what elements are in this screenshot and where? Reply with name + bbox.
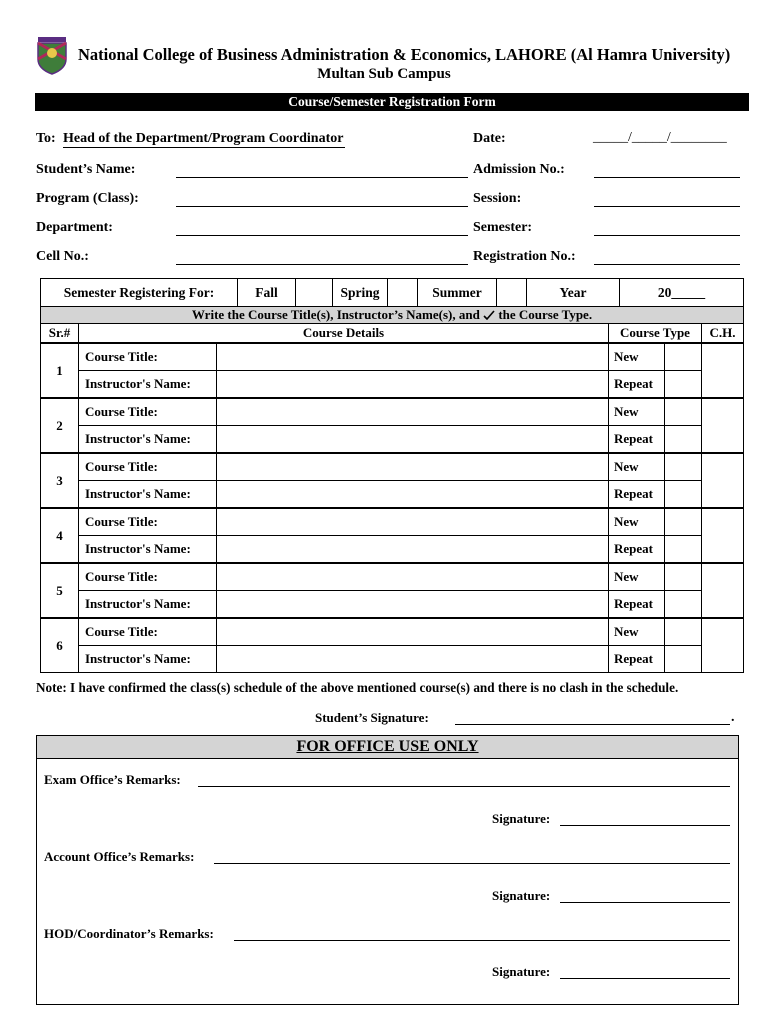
program-label: Program (Class): xyxy=(36,191,139,206)
exam-signature-label: Signature: xyxy=(492,811,551,826)
course-type-new-checkbox[interactable] xyxy=(665,343,702,371)
office-use-heading: FOR OFFICE USE ONLY xyxy=(37,736,738,759)
account-remarks-label: Account Office’s Remarks: xyxy=(44,849,195,864)
course-type-new-label: New xyxy=(609,508,665,536)
office-use-box xyxy=(36,735,739,1005)
course-type-new-checkbox[interactable] xyxy=(665,563,702,591)
fall-checkbox[interactable] xyxy=(296,279,333,307)
instructor-name-field[interactable] xyxy=(217,426,609,454)
department-field[interactable] xyxy=(176,235,468,236)
course-type-new-checkbox[interactable] xyxy=(665,453,702,481)
cell-no-label: Cell No.: xyxy=(36,249,89,264)
course-type-repeat-checkbox[interactable] xyxy=(665,481,702,509)
fall-label: Fall xyxy=(238,279,296,307)
course-title-label: Course Title: xyxy=(79,563,217,591)
summer-label: Summer xyxy=(418,279,497,307)
semester-selection-row xyxy=(40,278,744,307)
signature-period: . xyxy=(731,710,735,725)
admission-no-label: Admission No.: xyxy=(473,162,565,177)
registration-no-field[interactable] xyxy=(594,264,740,265)
hod-remarks-field[interactable] xyxy=(234,940,730,941)
summer-checkbox[interactable] xyxy=(497,279,527,307)
course-title-field[interactable] xyxy=(217,508,609,536)
course-row-instructor xyxy=(41,591,744,619)
date-label: Date: xyxy=(473,131,506,146)
course-row-instructor xyxy=(41,371,744,399)
instructor-name-label: Instructor's Name: xyxy=(79,371,217,399)
course-sr-number: 5 xyxy=(41,563,79,618)
college-name: National College of Business Administration & Economics, LAHORE (Al Hamra University) xyxy=(78,45,731,64)
program-field[interactable] xyxy=(176,206,468,207)
course-title-label: Course Title: xyxy=(79,508,217,536)
cell-no-field[interactable] xyxy=(176,264,468,265)
course-row-title xyxy=(41,398,744,426)
credit-hours-field[interactable] xyxy=(702,453,744,508)
instructor-name-field[interactable] xyxy=(217,536,609,564)
semester-registering-label: Semester Registering For: xyxy=(41,279,238,307)
instructor-name-label: Instructor's Name: xyxy=(79,646,217,673)
course-title-field[interactable] xyxy=(217,563,609,591)
course-table xyxy=(40,306,744,673)
course-row-title xyxy=(41,563,744,591)
col-header-sr: Sr.# xyxy=(41,324,79,344)
to-label: To: xyxy=(36,131,56,146)
session-label: Session: xyxy=(473,191,522,206)
course-type-new-label: New xyxy=(609,343,665,371)
course-title-field[interactable] xyxy=(217,453,609,481)
year-field[interactable]: 20_____ xyxy=(620,279,744,307)
spring-label: Spring xyxy=(333,279,388,307)
table-instruction xyxy=(41,307,744,324)
instructor-name-label: Instructor's Name: xyxy=(79,481,217,509)
course-type-repeat-label: Repeat xyxy=(609,646,665,673)
course-row-title xyxy=(41,508,744,536)
department-label: Department: xyxy=(36,220,113,235)
form-title-bar: Course/Semester Registration Form xyxy=(35,93,749,111)
instructor-name-label: Instructor's Name: xyxy=(79,591,217,619)
course-type-repeat-label: Repeat xyxy=(609,426,665,454)
course-sr-number: 3 xyxy=(41,453,79,508)
course-row-title xyxy=(41,343,744,371)
hod-remarks-label: HOD/Coordinator’s Remarks: xyxy=(44,926,214,941)
account-remarks-field[interactable] xyxy=(214,863,730,864)
course-type-new-label: New xyxy=(609,618,665,646)
exam-signature-field[interactable] xyxy=(560,825,730,826)
course-type-new-label: New xyxy=(609,398,665,426)
to-recipient: Head of the Department/Program Coordinator xyxy=(63,131,344,146)
course-row-instructor xyxy=(41,536,744,564)
course-sr-number: 6 xyxy=(41,618,79,673)
course-type-repeat-label: Repeat xyxy=(609,536,665,564)
session-field[interactable] xyxy=(594,206,740,207)
course-row-instructor xyxy=(41,481,744,509)
course-type-new-label: New xyxy=(609,563,665,591)
course-title-field[interactable] xyxy=(217,343,609,371)
instructor-name-label: Instructor's Name: xyxy=(79,536,217,564)
hod-signature-label: Signature: xyxy=(492,964,551,979)
course-title-field[interactable] xyxy=(217,618,609,646)
student-name-field[interactable] xyxy=(176,177,468,178)
spring-checkbox[interactable] xyxy=(388,279,418,307)
exam-remarks-field[interactable] xyxy=(198,786,730,787)
admission-no-field[interactable] xyxy=(594,177,740,178)
course-row-title xyxy=(41,618,744,646)
student-signature-field[interactable] xyxy=(455,724,730,725)
course-sr-number: 2 xyxy=(41,398,79,453)
course-type-repeat-checkbox[interactable] xyxy=(665,646,702,673)
exam-remarks-label: Exam Office’s Remarks: xyxy=(44,772,181,787)
course-type-repeat-checkbox[interactable] xyxy=(665,591,702,619)
instruction-text-end: the Course Type. xyxy=(498,307,593,322)
course-type-new-checkbox[interactable] xyxy=(665,508,702,536)
course-type-repeat-label: Repeat xyxy=(609,371,665,399)
instructor-name-field[interactable] xyxy=(217,646,609,673)
account-signature-field[interactable] xyxy=(560,902,730,903)
credit-hours-field[interactable] xyxy=(702,618,744,673)
col-header-course-details: Course Details xyxy=(79,324,609,344)
course-type-repeat-checkbox[interactable] xyxy=(665,426,702,454)
instructor-name-field[interactable] xyxy=(217,481,609,509)
course-type-repeat-checkbox[interactable] xyxy=(665,536,702,564)
schedule-note: Note: I have confirmed the class(s) schedule of the above mentioned course(s) and there is no clash in the schedule. xyxy=(36,680,679,695)
course-type-new-checkbox[interactable] xyxy=(665,398,702,426)
course-row-instructor xyxy=(41,426,744,454)
student-name-label: Student’s Name: xyxy=(36,162,136,177)
campus-name: Multan Sub Campus xyxy=(317,66,451,82)
course-type-repeat-checkbox[interactable] xyxy=(665,371,702,399)
course-type-new-label: New xyxy=(609,453,665,481)
credit-hours-field[interactable] xyxy=(702,343,744,398)
date-field[interactable]: _____/_____/________ xyxy=(593,130,727,145)
registration-no-label: Registration No.: xyxy=(473,249,576,264)
checkmark-icon xyxy=(483,310,495,320)
course-title-label: Course Title: xyxy=(79,618,217,646)
col-header-credit-hours: C.H. xyxy=(702,324,744,344)
course-title-field[interactable] xyxy=(217,398,609,426)
credit-hours-field[interactable] xyxy=(702,398,744,453)
course-sr-number: 4 xyxy=(41,508,79,563)
credit-hours-field[interactable] xyxy=(702,563,744,618)
course-type-repeat-label: Repeat xyxy=(609,481,665,509)
account-signature-label: Signature: xyxy=(492,888,551,903)
credit-hours-field[interactable] xyxy=(702,508,744,563)
course-row-title xyxy=(41,453,744,481)
student-signature-label: Student’s Signature: xyxy=(315,710,429,725)
course-title-label: Course Title: xyxy=(79,453,217,481)
course-title-label: Course Title: xyxy=(79,398,217,426)
course-type-repeat-label: Repeat xyxy=(609,591,665,619)
instructor-name-field[interactable] xyxy=(217,371,609,399)
course-sr-number: 1 xyxy=(41,343,79,398)
course-row-instructor xyxy=(41,646,744,673)
semester-label: Semester: xyxy=(473,220,533,235)
instructor-name-label: Instructor's Name: xyxy=(79,426,217,454)
course-type-new-checkbox[interactable] xyxy=(665,618,702,646)
year-label: Year xyxy=(527,279,620,307)
semester-field[interactable] xyxy=(594,235,740,236)
instructor-name-field[interactable] xyxy=(217,591,609,619)
instruction-text-start: Write the Course Title(s), Instructor’s Name(s), and xyxy=(191,307,480,322)
course-title-label: Course Title: xyxy=(79,343,217,371)
col-header-course-type: Course Type xyxy=(609,324,702,344)
hod-signature-field[interactable] xyxy=(560,978,730,979)
